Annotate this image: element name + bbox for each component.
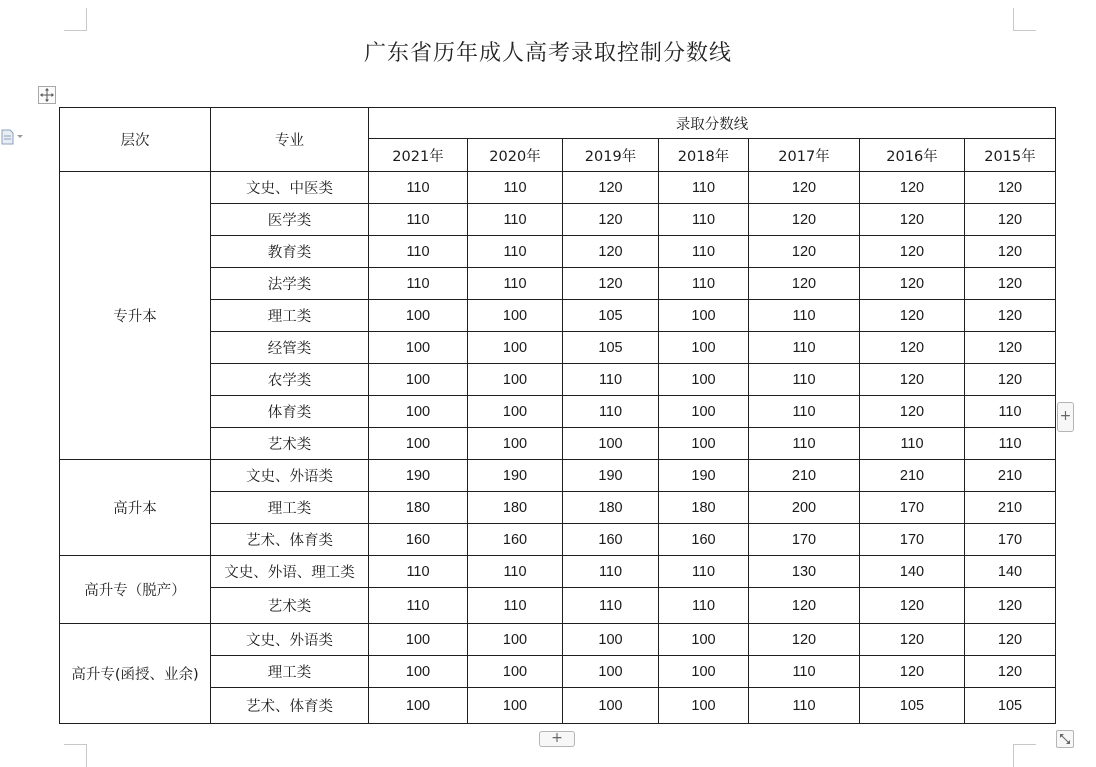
score-cell: 120 — [563, 204, 659, 236]
score-cell: 210 — [860, 460, 965, 492]
score-cell: 110 — [369, 236, 468, 268]
score-cell: 180 — [468, 492, 563, 524]
score-cell: 160 — [369, 524, 468, 556]
major-cell: 艺术类 — [211, 428, 369, 460]
score-cell: 120 — [563, 236, 659, 268]
score-cell: 110 — [468, 236, 563, 268]
score-cell: 100 — [659, 364, 749, 396]
score-cell: 100 — [468, 332, 563, 364]
score-cell: 110 — [965, 396, 1056, 428]
score-cell: 120 — [860, 236, 965, 268]
score-cell: 100 — [563, 428, 659, 460]
score-cell: 120 — [749, 588, 860, 624]
header-row — [60, 108, 1056, 139]
score-cell: 100 — [563, 688, 659, 724]
score-cell: 100 — [369, 688, 468, 724]
score-cell: 100 — [369, 332, 468, 364]
score-cell: 100 — [369, 656, 468, 688]
level-cell: 高升专(函授、业余) — [60, 624, 211, 724]
score-cell: 120 — [965, 236, 1056, 268]
major-cell: 教育类 — [211, 236, 369, 268]
score-cell: 210 — [749, 460, 860, 492]
score-cell: 110 — [749, 300, 860, 332]
score-cell: 100 — [659, 332, 749, 364]
level-cell: 高升专（脱产） — [60, 556, 211, 624]
score-cell: 180 — [369, 492, 468, 524]
score-cell: 100 — [369, 428, 468, 460]
score-cell: 170 — [749, 524, 860, 556]
score-cell: 110 — [659, 172, 749, 204]
score-cell: 100 — [468, 396, 563, 428]
score-cell: 110 — [749, 396, 860, 428]
score-cell: 120 — [563, 172, 659, 204]
score-cell: 120 — [965, 268, 1056, 300]
score-cell: 120 — [749, 624, 860, 656]
score-cell: 110 — [659, 236, 749, 268]
score-cell: 120 — [749, 268, 860, 300]
score-cell: 120 — [965, 172, 1056, 204]
score-cell: 110 — [468, 172, 563, 204]
add-column-button[interactable]: + — [1057, 402, 1074, 432]
score-cell: 120 — [563, 268, 659, 300]
score-cell: 120 — [860, 300, 965, 332]
score-cell: 110 — [659, 204, 749, 236]
score-cell: 160 — [563, 524, 659, 556]
score-cell: 160 — [659, 524, 749, 556]
level-cell: 高升本 — [60, 460, 211, 556]
score-cell: 110 — [369, 588, 468, 624]
table-row — [60, 460, 1056, 492]
score-cell: 110 — [468, 588, 563, 624]
score-cell: 110 — [468, 204, 563, 236]
page-corner-mark-bottom-right — [1013, 744, 1036, 767]
header-year: 2017年 — [749, 139, 860, 172]
score-cell: 100 — [659, 656, 749, 688]
score-cell: 120 — [860, 364, 965, 396]
page-title: 广东省历年成人高考录取控制分数线 — [363, 41, 732, 66]
score-cell: 210 — [965, 492, 1056, 524]
major-cell: 文史、中医类 — [211, 172, 369, 204]
score-cell: 100 — [369, 364, 468, 396]
score-cell: 110 — [369, 556, 468, 588]
header-year: 2019年 — [563, 139, 659, 172]
admission-score-table — [59, 107, 1056, 724]
move-arrows-icon[interactable] — [38, 86, 56, 104]
score-cell: 110 — [468, 268, 563, 300]
score-cell: 100 — [659, 396, 749, 428]
score-cell: 120 — [749, 172, 860, 204]
score-cell: 110 — [965, 428, 1056, 460]
score-cell: 110 — [659, 588, 749, 624]
add-row-button[interactable]: + — [539, 731, 575, 747]
level-cell: 专升本 — [60, 172, 211, 460]
major-cell: 医学类 — [211, 204, 369, 236]
resize-diagonal-icon[interactable] — [1056, 730, 1074, 748]
score-cell: 100 — [659, 624, 749, 656]
score-cell: 110 — [749, 364, 860, 396]
score-cell: 100 — [369, 300, 468, 332]
score-cell: 110 — [659, 556, 749, 588]
score-cell: 100 — [468, 656, 563, 688]
score-cell: 110 — [369, 172, 468, 204]
major-cell: 理工类 — [211, 492, 369, 524]
score-cell: 100 — [563, 624, 659, 656]
document-icon[interactable] — [0, 128, 26, 146]
score-cell: 110 — [563, 396, 659, 428]
header-year: 2020年 — [468, 139, 563, 172]
header-year: 2018年 — [659, 139, 749, 172]
score-cell: 120 — [860, 172, 965, 204]
score-cell: 110 — [563, 588, 659, 624]
score-cell: 105 — [965, 688, 1056, 724]
score-cell: 120 — [860, 332, 965, 364]
score-cell: 140 — [965, 556, 1056, 588]
score-cell: 110 — [749, 428, 860, 460]
score-cell: 110 — [369, 204, 468, 236]
score-cell: 100 — [468, 688, 563, 724]
score-cell: 120 — [965, 300, 1056, 332]
score-cell: 100 — [659, 300, 749, 332]
table-row — [60, 172, 1056, 204]
score-cell: 190 — [468, 460, 563, 492]
major-cell: 文史、外语类 — [211, 460, 369, 492]
score-cell: 120 — [965, 364, 1056, 396]
score-cell: 120 — [965, 332, 1056, 364]
score-cell: 120 — [860, 656, 965, 688]
table-row — [60, 624, 1056, 656]
major-cell: 艺术、体育类 — [211, 524, 369, 556]
score-cell: 120 — [965, 588, 1056, 624]
score-cell: 120 — [860, 396, 965, 428]
page-corner-mark-top-right — [1013, 8, 1036, 31]
major-cell: 体育类 — [211, 396, 369, 428]
score-cell: 120 — [965, 656, 1056, 688]
header-year: 2015年 — [965, 139, 1056, 172]
score-cell: 120 — [860, 588, 965, 624]
score-cell: 120 — [965, 204, 1056, 236]
score-cell: 110 — [369, 268, 468, 300]
score-cell: 100 — [369, 396, 468, 428]
score-cell: 100 — [659, 688, 749, 724]
score-cell: 110 — [749, 332, 860, 364]
score-cell: 120 — [860, 204, 965, 236]
major-cell: 理工类 — [211, 300, 369, 332]
major-cell: 农学类 — [211, 364, 369, 396]
score-cell: 130 — [749, 556, 860, 588]
score-cell: 100 — [369, 624, 468, 656]
score-cell: 160 — [468, 524, 563, 556]
major-cell: 文史、外语类 — [211, 624, 369, 656]
header-year: 2016年 — [860, 139, 965, 172]
score-cell: 190 — [369, 460, 468, 492]
score-cell: 100 — [468, 428, 563, 460]
major-cell: 艺术、体育类 — [211, 688, 369, 724]
score-cell: 190 — [563, 460, 659, 492]
score-cell: 190 — [659, 460, 749, 492]
score-cell: 200 — [749, 492, 860, 524]
major-cell: 法学类 — [211, 268, 369, 300]
score-cell: 110 — [659, 268, 749, 300]
major-cell: 艺术类 — [211, 588, 369, 624]
score-cell: 120 — [749, 204, 860, 236]
score-cell: 180 — [563, 492, 659, 524]
major-cell: 理工类 — [211, 656, 369, 688]
table-row — [60, 556, 1056, 588]
score-cell: 110 — [749, 656, 860, 688]
major-cell: 文史、外语、理工类 — [211, 556, 369, 588]
score-cell: 110 — [860, 428, 965, 460]
score-cell: 170 — [860, 492, 965, 524]
score-cell: 120 — [860, 268, 965, 300]
score-cell: 120 — [860, 624, 965, 656]
score-cell: 120 — [965, 624, 1056, 656]
page-corner-mark-bottom-left — [64, 744, 87, 767]
score-cell: 100 — [659, 428, 749, 460]
major-cell: 经管类 — [211, 332, 369, 364]
score-cell: 100 — [468, 624, 563, 656]
score-cell: 100 — [468, 300, 563, 332]
score-cell: 100 — [468, 364, 563, 396]
score-cell: 170 — [965, 524, 1056, 556]
header-level: 层次 — [60, 108, 211, 172]
score-cell: 100 — [563, 656, 659, 688]
header-major: 专业 — [211, 108, 369, 172]
score-cell: 105 — [860, 688, 965, 724]
score-cell: 110 — [563, 364, 659, 396]
score-cell: 180 — [659, 492, 749, 524]
page-corner-mark-top-left — [64, 8, 87, 31]
header-score-group: 录取分数线 — [369, 108, 1056, 139]
score-cell: 110 — [468, 556, 563, 588]
score-cell: 210 — [965, 460, 1056, 492]
score-cell: 110 — [749, 688, 860, 724]
score-cell: 140 — [860, 556, 965, 588]
score-cell: 170 — [860, 524, 965, 556]
header-year: 2021年 — [369, 139, 468, 172]
score-cell: 120 — [749, 236, 860, 268]
score-cell: 110 — [563, 556, 659, 588]
score-cell: 105 — [563, 300, 659, 332]
score-cell: 105 — [563, 332, 659, 364]
